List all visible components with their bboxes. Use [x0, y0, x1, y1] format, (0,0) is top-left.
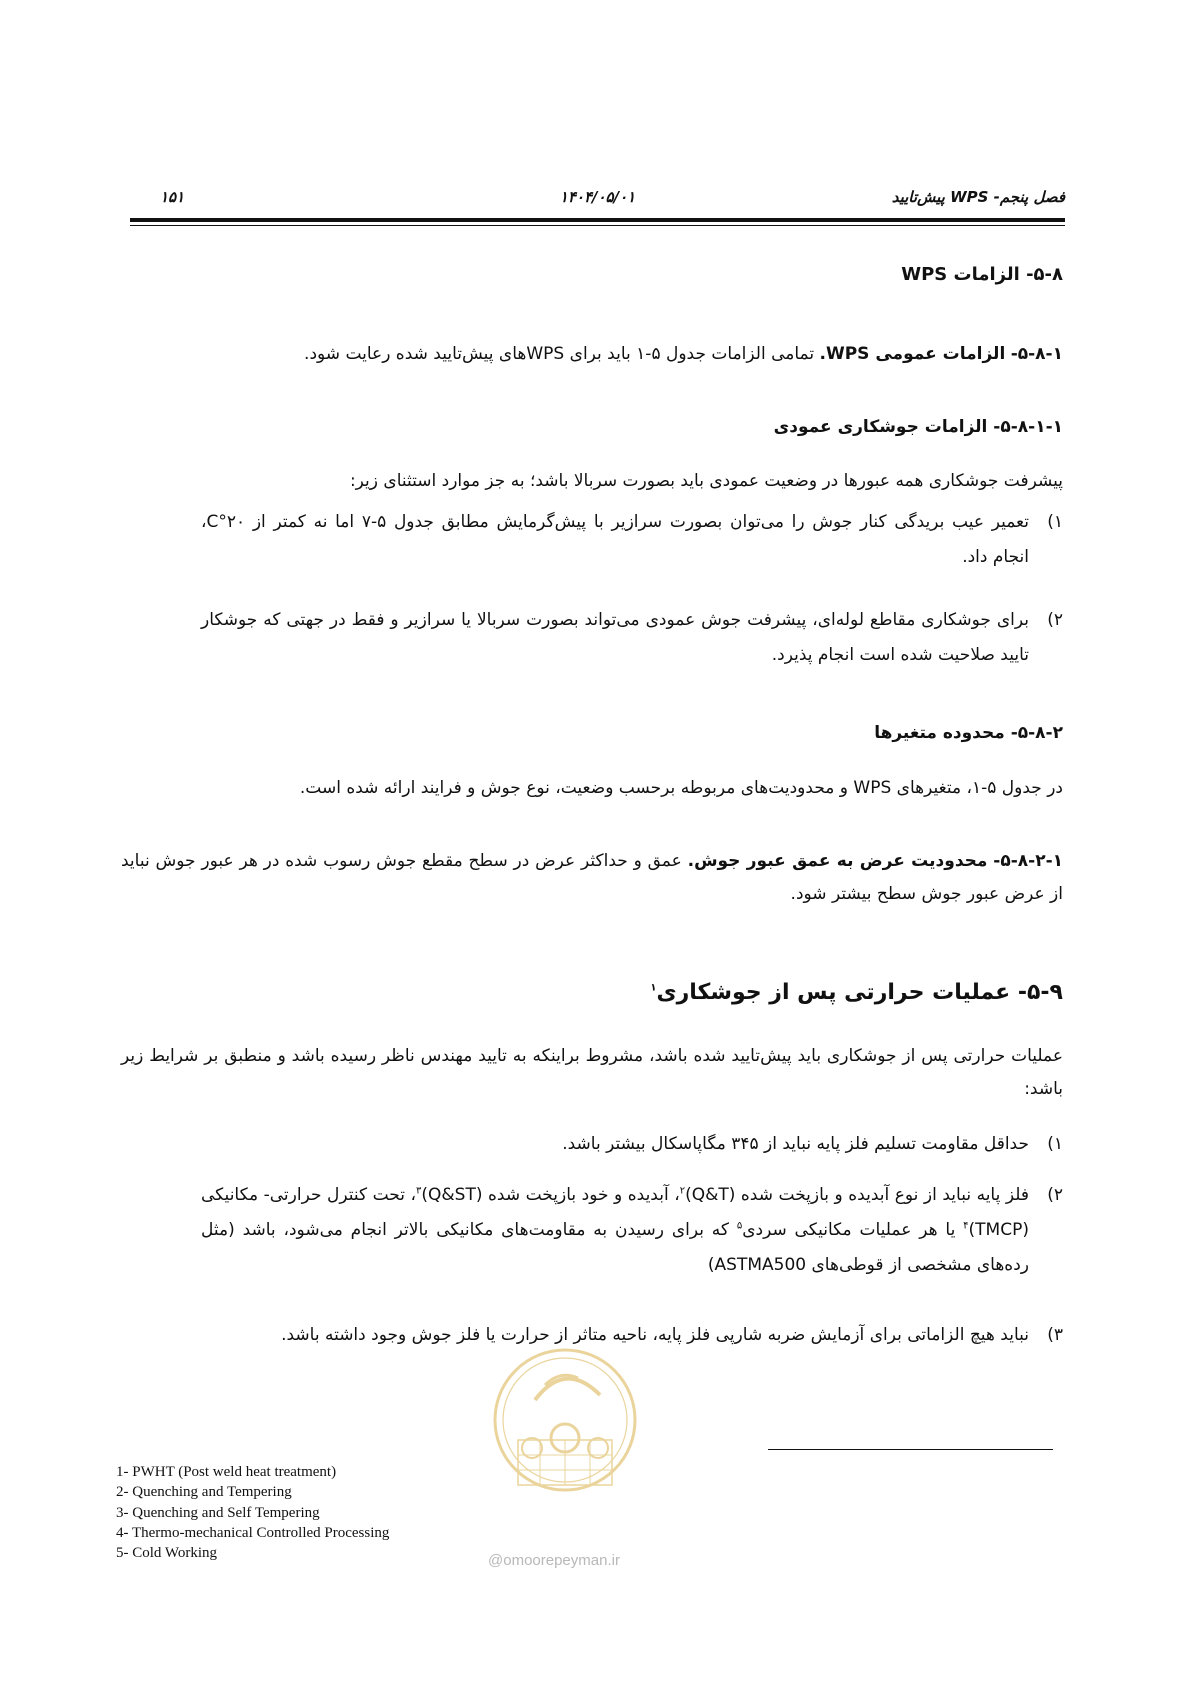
- list-item-number: ۱): [1047, 512, 1063, 532]
- footnote-rule: [768, 1449, 1053, 1450]
- section-heading-5-8: ۵-۸- الزامات WPS: [901, 264, 1063, 285]
- list-item-text: تعمیر عیب بریدگی کنار جوش را می‌توان بصورت سرازیر با پیش‌گرمایش مطابق جدول ۵-۷ اما نه کمتر از ۲۰°C، انجام داد.: [201, 512, 1029, 567]
- footnote-ref: ۵: [736, 1220, 743, 1232]
- list-item-text: نباید هیچ الزاماتی برای آزمایش ضربه شارپی فلز پایه، ناحیه متاثر از حرارت یا فلز جوش وجود داشته باشد.: [281, 1325, 1029, 1345]
- footnote-ref: ۴: [963, 1220, 969, 1232]
- footnote: 4- Thermo-mechanical Controlled Processing: [116, 1524, 390, 1541]
- paragraph-5-8-1-bold: الزامات عمومی WPS.: [819, 344, 1006, 364]
- list-item-number: ۲): [1047, 610, 1063, 630]
- watermark-site: @omoorepeyman.ir: [488, 1552, 620, 1569]
- list-item-number: ۲): [1047, 1185, 1063, 1205]
- page-number: ۱۵۱: [160, 188, 185, 206]
- paragraph-5-8-2-1: [121, 845, 1063, 911]
- list-item-text: فلز پایه نباید از نوع آبدیده و بازپخت شده (Q&T): [685, 1185, 1029, 1205]
- list-item: [201, 505, 1063, 575]
- list-item: [201, 1127, 1063, 1162]
- paragraph-5-8-2: در جدول ۵-۱، متغیرهای WPS و محدودیت‌های مربوطه برحسب وضعیت، نوع جوش و فرایند ارائه شده است.: [299, 778, 1063, 798]
- header-rule-thin: [130, 225, 1065, 226]
- header-rule-thick: [130, 218, 1065, 222]
- section-heading-5-8-2: ۵-۸-۲- محدوده متغیرها: [874, 723, 1063, 743]
- list-item-text: برای جوشکاری مقاطع لوله‌ای، پیشرفت جوش عمودی می‌تواند بصورت سربالا یا سرازیر و فقط در جهتی که جوشکار تایید صلاحیت شده است انجام پذیرد.: [201, 610, 1029, 665]
- footnote: 5- Cold Working: [116, 1545, 218, 1561]
- section-heading-5-9: [650, 972, 1063, 1015]
- list-item: [201, 1178, 1063, 1283]
- footnote-ref: ۳: [416, 1185, 422, 1197]
- paragraph-5-8-1-text: تمامی الزامات جدول ۵-۱ باید برای WPSهای پیش‌تایید شده رعایت شود.: [304, 344, 820, 364]
- watermark-logo: [490, 1300, 640, 1540]
- paragraph-5-8-2-1-bold: محدودیت عرض به عمق عبور جوش.: [687, 851, 988, 871]
- chapter-title: فصل پنجم- WPS پیش‌تایید: [891, 188, 1065, 206]
- pwht-intro: عملیات حرارتی پس از جوشکاری باید پیش‌تایید شده باشد، مشروط براینکه به تایید مهندس ناظر رسیده باشد و منطبق بر شرایط زیر باشد:: [121, 1046, 1063, 1100]
- section-heading-5-9-text: ۵-۹- عملیات حرارتی پس از جوشکاری: [656, 980, 1063, 1005]
- list-item-text: ، آبدیده و خود بازپخت شده (Q&ST): [421, 1185, 680, 1205]
- footnotes: [116, 1462, 389, 1563]
- header-date: ۱۴۰۴/۰۵/۰۱: [559, 188, 636, 206]
- footnote-ref: ۲: [679, 1185, 686, 1197]
- list-item-text: یا هر عملیات مکانیکی سردی: [742, 1219, 964, 1240]
- section-heading-5-8-1-1: ۵-۸-۱-۱- الزامات جوشکاری عمودی: [773, 417, 1063, 437]
- page-header: [130, 188, 1065, 216]
- list-item-number: ۳): [1047, 1325, 1063, 1345]
- list-item: [201, 603, 1063, 673]
- footnote: 1- PWHT (Post weld heat treatment): [116, 1464, 337, 1480]
- paragraph-5-8-2-1-text: عمق و حداکثر عرض در سطح مقطع جوش رسوب شده در هر عبور جوش نباید از عرض عبور جوش سطح بیشتر شود.: [121, 851, 1063, 905]
- list-item-text: حداقل مقاومت تسلیم فلز پایه نباید از ۳۴۵ مگاپاسکال بیشتر باشد.: [562, 1134, 1029, 1154]
- paragraph-5-8-2-1-number: ۵-۸-۲-۱-: [993, 851, 1064, 871]
- list-item-number: ۱): [1047, 1134, 1063, 1154]
- vertical-welding-intro: پیشرفت جوشکاری همه عبورها در وضعیت عمودی باید بصورت سربالا باشد؛ به جز موارد استثنای زیر:: [349, 471, 1063, 491]
- footnote: 3- Quenching and Self Tempering: [116, 1504, 320, 1521]
- paragraph-5-8-1: [304, 338, 1063, 371]
- list-item-text: که برای رسیدن به مقاومت‌های مکانیکی بالاتر انجام می‌شود، باشد (مثل رده‌های مشخصی از قوطی‌های ASTMA500): [201, 1219, 1029, 1275]
- footnote-ref: ۱: [650, 982, 657, 994]
- paragraph-5-8-1-number: ۵-۸-۱-: [1010, 344, 1063, 364]
- footnote: 2- Quenching and Tempering: [116, 1484, 292, 1501]
- list-item-text: ، تحت کنترل حرارتی- مکانیکی (TMCP): [201, 1185, 1029, 1240]
